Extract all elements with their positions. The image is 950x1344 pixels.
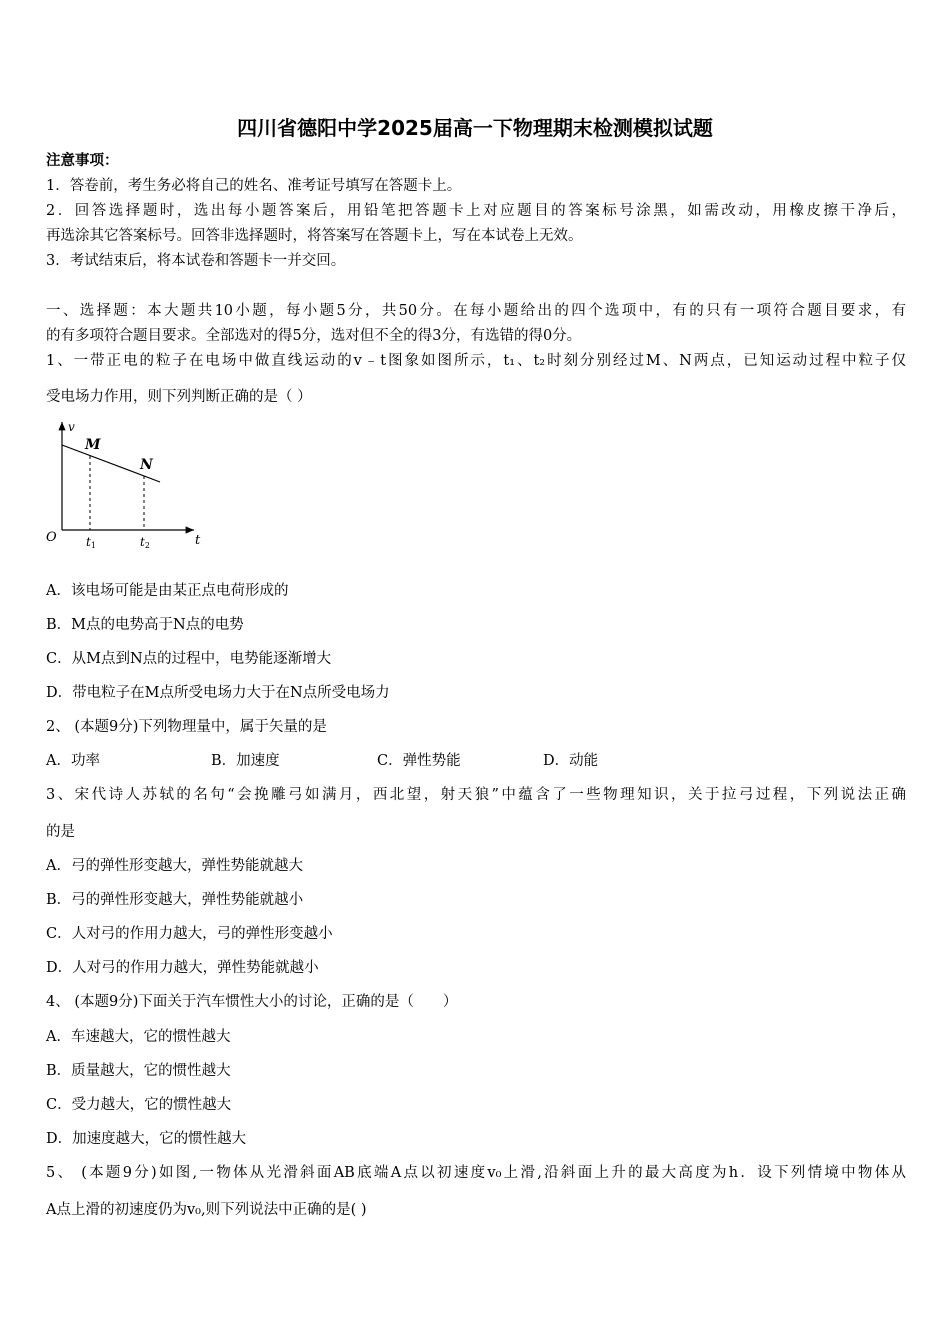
q2-option-a: A．功率 xyxy=(46,753,100,769)
t2-label: t2 xyxy=(140,535,150,550)
q1-stem-line-2: 受电场力作用，则下列判断正确的是（ ） xyxy=(46,389,312,405)
v-axis-label: v xyxy=(68,420,75,434)
q3-option-b: B．弓的弹性形变越大，弹性势能就越小 xyxy=(46,892,304,908)
q4-option-d: D．加速度越大，它的惯性越大 xyxy=(46,1131,247,1147)
q3-option-c: C．人对弓的作用力越大，弓的弹性形变越小 xyxy=(46,926,333,942)
notice-item-2: 2．回答选择题时，选出每小题答案后，用铅笔把答题卡上对应题目的答案标号涂黑，如需改动，用橡皮擦干净后， xyxy=(46,203,906,219)
m-point-label: M xyxy=(85,437,101,453)
q1-option-b: B．M点的电势高于N点的电势 xyxy=(46,617,244,633)
q3-option-a: A．弓的弹性形变越大，弹性势能就越大 xyxy=(46,858,303,874)
q4-option-b: B．质量越大，它的惯性越大 xyxy=(46,1063,231,1079)
section-1-intro-line-2: 的有多项符合题目要求。全部选对的得5分，选对但不全的得3分，有选错的得0分。 xyxy=(46,328,582,344)
q3-stem-line-2: 的是 xyxy=(46,824,75,840)
q3-stem-line-1: 3、宋代诗人苏轼的名句“会挽雕弓如满月，西北望，射天狼”中蕴含了一些物理知识，关于拉弓过程，下列说法正确 xyxy=(46,787,906,803)
t1-label: t1 xyxy=(86,535,96,550)
t-axis-label: t xyxy=(195,533,201,548)
q1-option-a: A．该电场可能是由某正点电荷形成的 xyxy=(46,583,289,599)
q2-option-b: B．加速度 xyxy=(211,753,280,769)
page-title: 四川省德阳中学2025届高一下物理期末检测模拟试题 xyxy=(237,116,713,140)
q4-option-c: C．受力越大，它的惯性越大 xyxy=(46,1097,232,1113)
notice-item-3: 3．考试结束后，将本试卷和答题卡一并交回。 xyxy=(46,253,346,269)
section-1-intro-line-1: 一、选择题：本大题共10小题，每小题5分，共50分。在每小题给出的四个选项中，有的只有一项符合题目要求，有 xyxy=(46,303,906,319)
q1-option-c: C．从M点到N点的过程中，电势能逐渐增大 xyxy=(46,651,332,667)
q2-option-d: D．动能 xyxy=(543,753,599,769)
origin-label: O xyxy=(46,530,57,545)
q1-option-d: D．带电粒子在M点所受电场力大于在N点所受电场力 xyxy=(46,685,390,701)
notice-item-1: 1．答卷前，考生务必将自己的姓名、准考证号填写在答题卡上。 xyxy=(46,178,462,194)
notice-item-2-cont: 再选涂其它答案标号。回答非选择题时，将答案写在答题卡上，写在本试卷上无效。 xyxy=(46,228,583,244)
q4-stem: 4、 (本题9分)下面关于汽车惯性大小的讨论，正确的是（ ） xyxy=(46,994,458,1010)
q2-stem: 2、 (本题9分)下列物理量中，属于矢量的是 xyxy=(46,719,327,735)
n-point-label: N xyxy=(140,457,153,473)
q5-stem-line-2: A点上滑的初速度仍为v₀,则下列说法中正确的是( ) xyxy=(46,1202,367,1218)
q4-option-a: A．车速越大，它的惯性越大 xyxy=(46,1029,231,1045)
q5-stem-line-1: 5、 (本题9分)如图,一物体从光滑斜面AB底端A点以初速度v₀上滑,沿斜面上升的最大高度为h．设下列情境中物体从 xyxy=(46,1165,906,1181)
vt-graph xyxy=(40,418,220,553)
notice-heading: 注意事项： xyxy=(46,152,119,169)
q3-option-d: D．人对弓的作用力越大，弹性势能就越小 xyxy=(46,960,319,976)
q2-option-c: C．弹性势能 xyxy=(377,753,461,769)
q1-stem-line-1: 1、一带正电的粒子在电场中做直线运动的v﹣t图象如图所示，t₁、t₂时刻分别经过M、N两点，已知运动过程中粒子仅 xyxy=(46,353,906,369)
